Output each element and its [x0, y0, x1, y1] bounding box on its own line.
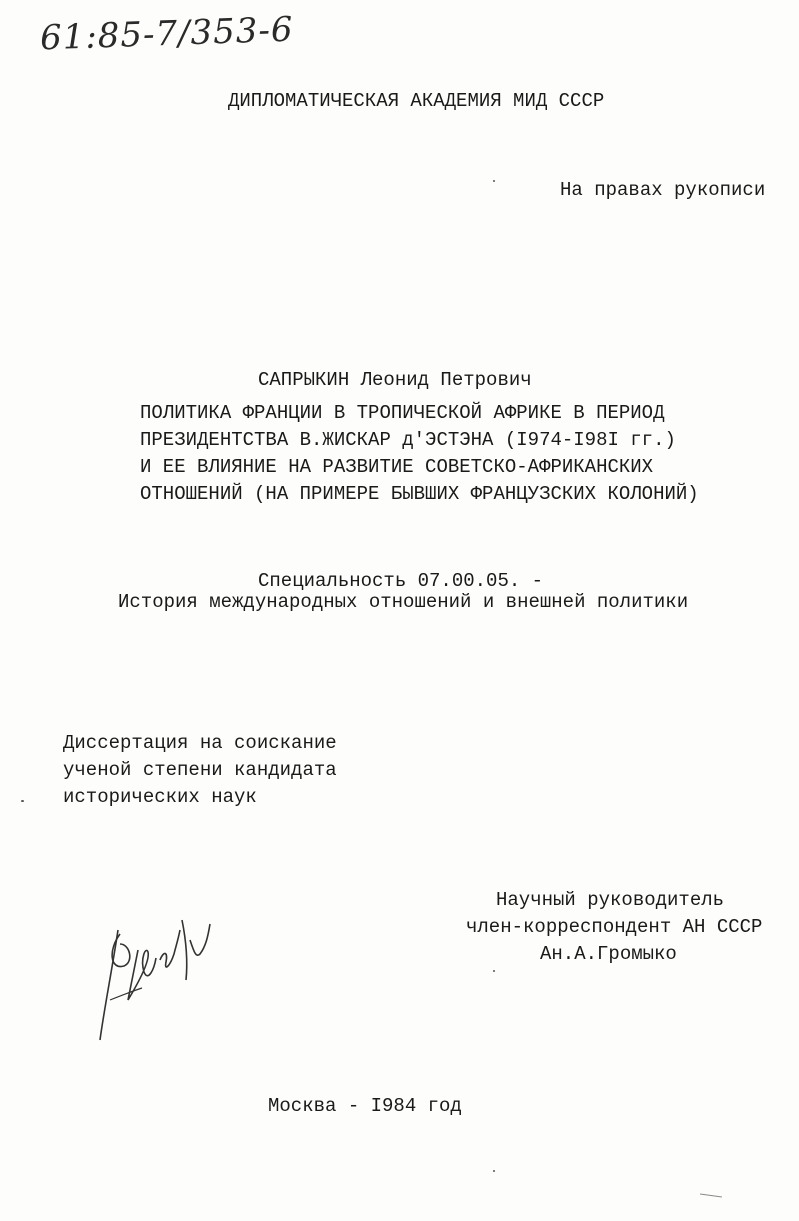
- scan-speck: [493, 180, 495, 182]
- supervisor-line-2: член-корреспондент АН СССР: [466, 916, 763, 938]
- supervisor-line-1: Научный руководитель: [496, 889, 725, 911]
- place-and-year: Москва - I984 год: [268, 1095, 462, 1117]
- title-line-4: ОТНОШЕНИЙ (НА ПРИМЕРЕ БЫВШИХ ФРАНЦУЗСКИХ КОЛОНИЙ): [140, 483, 699, 505]
- author-name: САПРЫКИН Леонид Петрович: [258, 369, 532, 391]
- title-line-1: ПОЛИТИКА ФРАНЦИИ В ТРОПИЧЕСКОЙ АФРИКЕ В ПЕРИОД: [140, 402, 665, 424]
- title-line-3: И ЕЕ ВЛИЯНИЕ НА РАЗВИТИЕ СОВЕТСКО-АФРИКАНСКИХ: [140, 456, 654, 478]
- specialty-name: История международных отношений и внешней политики: [118, 591, 689, 613]
- dissertation-line-2: ученой степени кандидата: [63, 759, 337, 781]
- supervisor-line-3: Ан.А.Громыко: [540, 943, 677, 965]
- scan-speck: [700, 1193, 722, 1197]
- rights-note: На правах рукописи: [560, 179, 766, 201]
- archive-code: 61:85-7/353-6: [39, 9, 295, 59]
- scan-speck: [493, 970, 495, 972]
- dissertation-line-3: исторических наук: [63, 786, 257, 808]
- dissertation-line-1: Диссертация на соискание: [63, 732, 337, 754]
- institution-heading: ДИПЛОМАТИЧЕСКАЯ АКАДЕМИЯ МИД СССР: [228, 90, 605, 112]
- specialty-code: Специальность 07.00.05. -: [258, 570, 544, 592]
- title-line-2: ПРЕЗИДЕНТСТВА В.ЖИСКАР д'ЭСТЭНА (I974-I98I гг.): [140, 429, 676, 451]
- signature-mark: [90, 900, 230, 1050]
- scan-speck: [21, 800, 24, 802]
- scan-speck: [493, 1170, 495, 1172]
